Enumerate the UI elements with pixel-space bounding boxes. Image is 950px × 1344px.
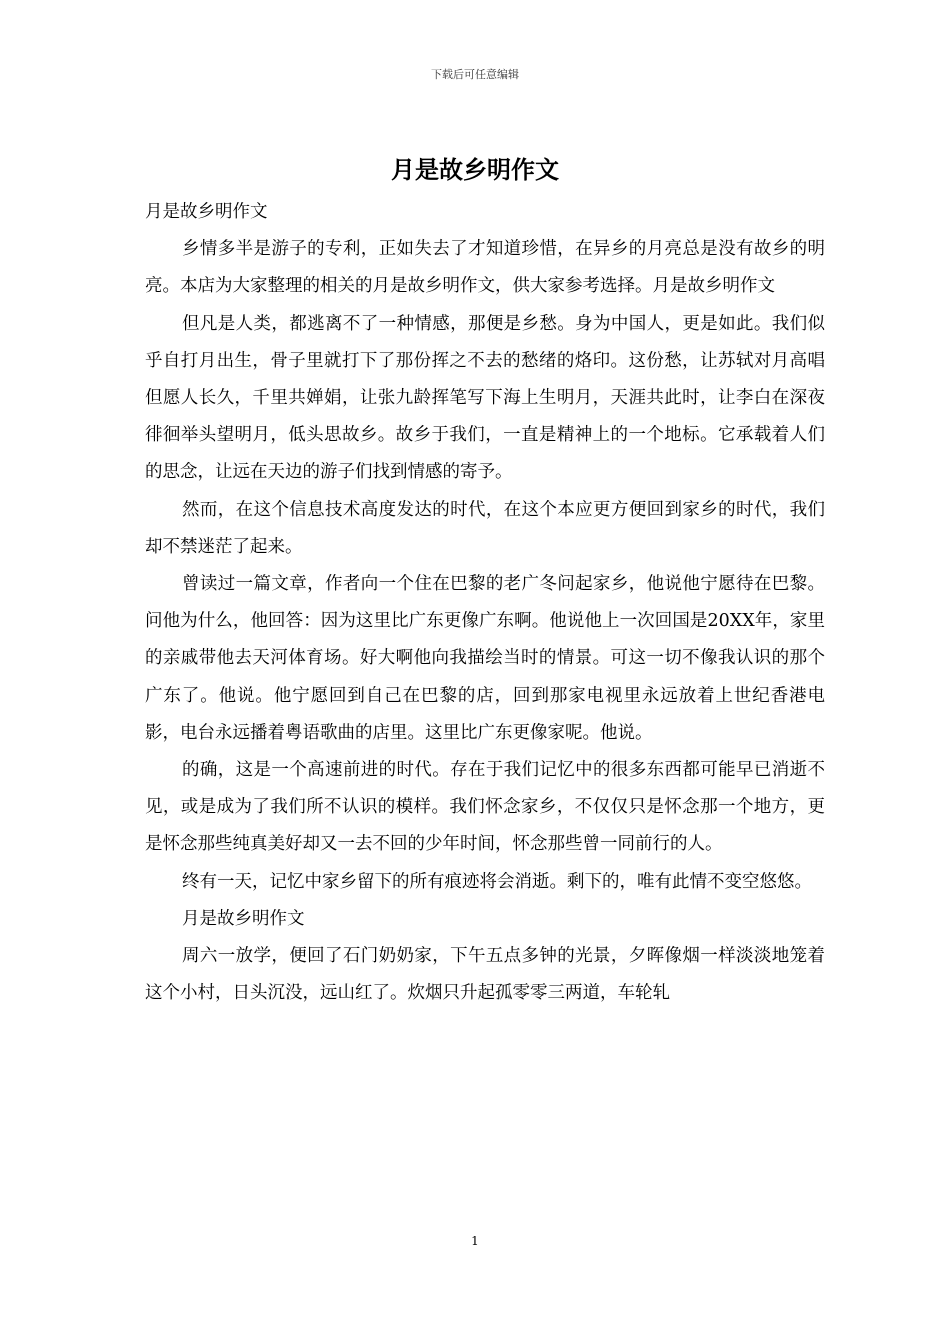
paragraph: 的确，这是一个高速前进的时代。存在于我们记忆中的很多东西都可能早已消逝不见，或是成为了我们所不认识的模样。我们怀念家乡，不仅仅只是怀念那一个地方，更是怀念那些纯真美好却又一去不回的少年时间，怀念那些曾一同前行的人。 [145, 760, 825, 855]
section-heading: 月是故乡明作文 [182, 908, 305, 929]
paragraph: 周六一放学，便回了石门奶奶家，下午五点多钟的光景，夕晖像烟一样淡淡地笼着这个小村，日头沉没，远山红了。炊烟只升起孤零零三两道，车轮轧 [145, 946, 825, 1004]
paragraph: 但凡是人类，都逃离不了一种情感，那便是乡愁。身为中国人，更是如此。我们似乎自打月出生，骨子里就打下了那份挥之不去的愁绪的烙印。这份愁，让苏轼对月高唱但愿人长久，千里共婵娟，让张九龄挥笔写下海上生明月，天涯共此时，让李白在深夜徘徊举头望明月，低头思故乡。故乡于我们，一直是精神上的一个地标。它承载着人们的思念，让远在天边的游子们找到情感的寄予。 [145, 313, 825, 483]
page-number: 1 [471, 1234, 479, 1248]
page-header-note: 下载后可任意编辑 [431, 68, 519, 81]
paragraph: 曾读过一篇文章，作者向一个住在巴黎的老广冬问起家乡，他说他宁愿待在巴黎。问他为什么，他回答：因为这里比广东更像广东啊。他说他上一次回国是20XX年，家里的亲戚带他去天河体育场。好大啊他向我描绘当时的情景。可这一切不像我认识的那个广东了。他说。他宁愿回到自己在巴黎的店，回到那家电视里永远放着上世纪香港电影，电台永远播着粤语歌曲的店里。这里比广东更像家呢。他说。 [145, 574, 825, 743]
paragraph: 终有一天，记忆中家乡留下的所有痕迹将会消逝。剩下的，唯有此情不变空悠悠。 [182, 871, 812, 892]
document-body [145, 194, 825, 1012]
paragraph: 然而，在这个信息技术高度发达的时代，在这个本应更方便回到家乡的时代，我们却不禁迷茫了起来。 [145, 499, 825, 557]
document-title: 月是故乡明作文 [391, 155, 559, 184]
paragraph: 月是故乡明作文 [145, 202, 268, 222]
paragraph: 乡情多半是游子的专利，正如失去了才知道珍惜，在异乡的月亮总是没有故乡的明亮。本店为大家整理的相关的月是故乡明作文，供大家参考选择。月是故乡明作文 [145, 239, 825, 297]
